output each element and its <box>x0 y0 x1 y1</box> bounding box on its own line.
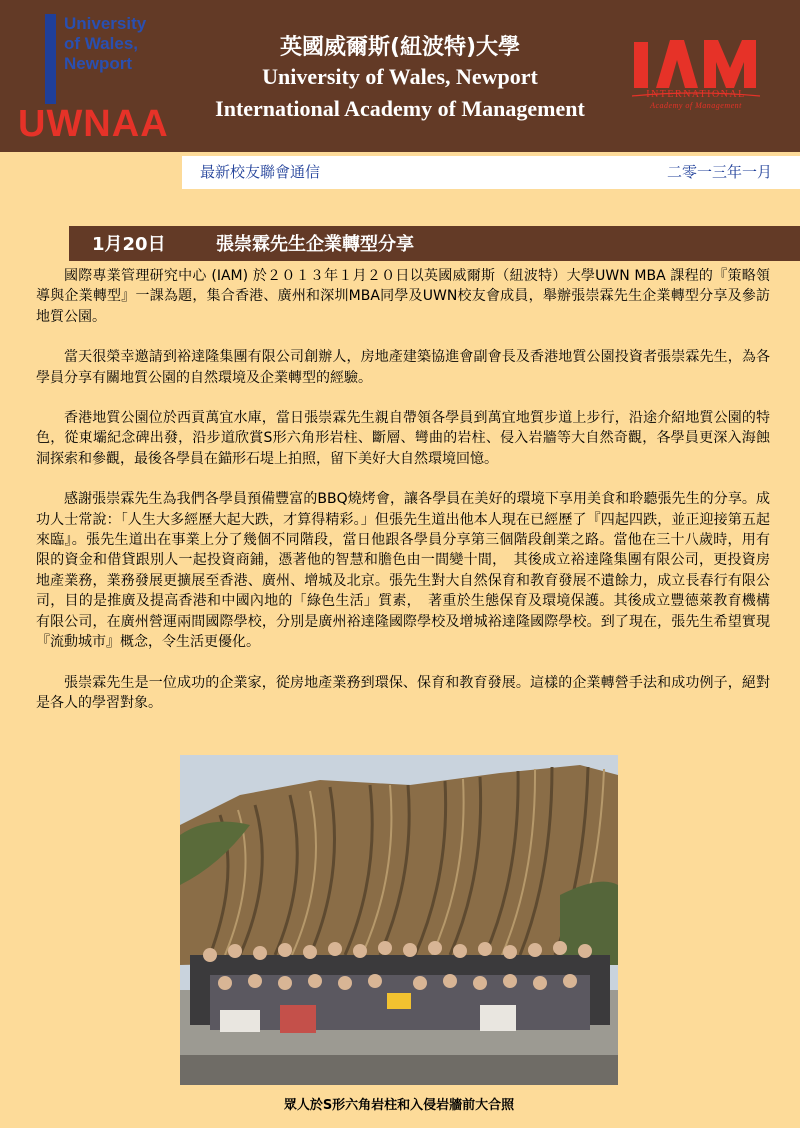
title-english-university: University of Wales, Newport <box>262 64 538 89</box>
group-photo <box>180 755 618 1085</box>
section-title: 張崇霖先生企業轉型分享 <box>216 234 414 255</box>
paragraph-3: 香港地質公園位於西貢萬宜水庫，當日張崇霖先生親自帶領各學員到萬宜地質步道上步行，沿途介紹地質公園的特色，從東壩紀念碑出發，沿步道欣賞S形六角形岩柱、斷層、彎曲的岩柱、侵入岩牆等大自然奇觀，各學員更深入海蝕洞探索和參觀，最後各學員在錨形石堤上拍照，留下美好大自然環境回憶。 <box>36 410 770 467</box>
logo-line-1: University <box>64 14 147 33</box>
university-logo-text <box>64 14 146 74</box>
section-header-bar <box>69 226 800 261</box>
university-logo-bar <box>45 14 56 104</box>
section-date: 1月20日 <box>92 234 166 255</box>
paragraph-1: 國際專業管理研究中心 (IAM) 於２０１３年１月２０日以英國威爾斯（紐波特）大學UWN MBA 課程的『策略領導與企業轉型』一課為題，集合香港、廣州和深圳MBA同學及UWN校友會成員，舉辦張崇霖先生企業轉型分享及參訪地質公園。 <box>36 268 770 325</box>
iam-logo <box>626 34 766 134</box>
iam-logo-tagline: Academy of Management <box>650 101 742 110</box>
paragraph-4: 感謝張崇霖先生為我們各學員預備豐富的BBQ燒烤會，讓各學員在美好的環境下享用美食和聆聽張先生的分享。成功人士常說：「人生大多經歷大起大跌，才算得精彩。」但張先生道出他本人現在已經歷了『四起四跌，並正迎接第五起來臨』。張先生道出在事業上分了幾個不同階段，當日他跟各學員分享第三個階段創業之路。當他在三十八歲時，用有限的資金和借貸跟別人一起投資商鋪，憑著他的智慧和膽色由一間變十間， 其後成立裕達隆集團有限公司，更投資房地產業務，業務發展更擴展至香港、廣州、增城及北京。張先生對大自然保育和教育發展不遺餘力，成立長春行有限公司，目的是推廣及提高香港和中國內地的「綠色生活」質素， 著重於生態保育及環境保護。其後成立豐德萊教育機構有限公司，在廣州營運兩間國際學校，分別是廣州裕達隆國際學校及增城裕達隆國際學校。到了現在，張先生希望實現『流動城市』概念，令生活更優化。 <box>36 491 770 651</box>
title-english-academy: International Academy of Management <box>215 96 585 121</box>
uwnaa-logo: UWNAA <box>18 103 169 145</box>
newsletter-title: 最新校友聯會通信 <box>200 163 321 181</box>
logo-line-2: of Wales, <box>64 34 138 53</box>
photo-caption: 眾人於S形六角岩柱和入侵岩牆前大合照 <box>283 1098 515 1113</box>
title-chinese: 英國威爾斯(紐波特)大學 <box>279 35 521 60</box>
iam-logo-subtitle: INTERNATIONAL <box>646 89 746 100</box>
article-body <box>36 266 770 733</box>
paragraph-5: 張崇霖先生是一位成功的企業家，從房地產業務到環保、保育和教育發展。這樣的企業轉營手法和成功例子，絕對是各人的學習對象。 <box>36 674 770 711</box>
paragraph-2: 當天很榮幸邀請到裕達隆集團有限公司創辦人，房地產建築協進會副會長及香港地質公園投資者張崇霖先生，為各學員分享有關地質公園的自然環境及企業轉型的經驗。 <box>36 349 770 386</box>
newsletter-date: 二零一三年一月 <box>666 163 772 181</box>
logo-line-3: Newport <box>64 54 132 73</box>
